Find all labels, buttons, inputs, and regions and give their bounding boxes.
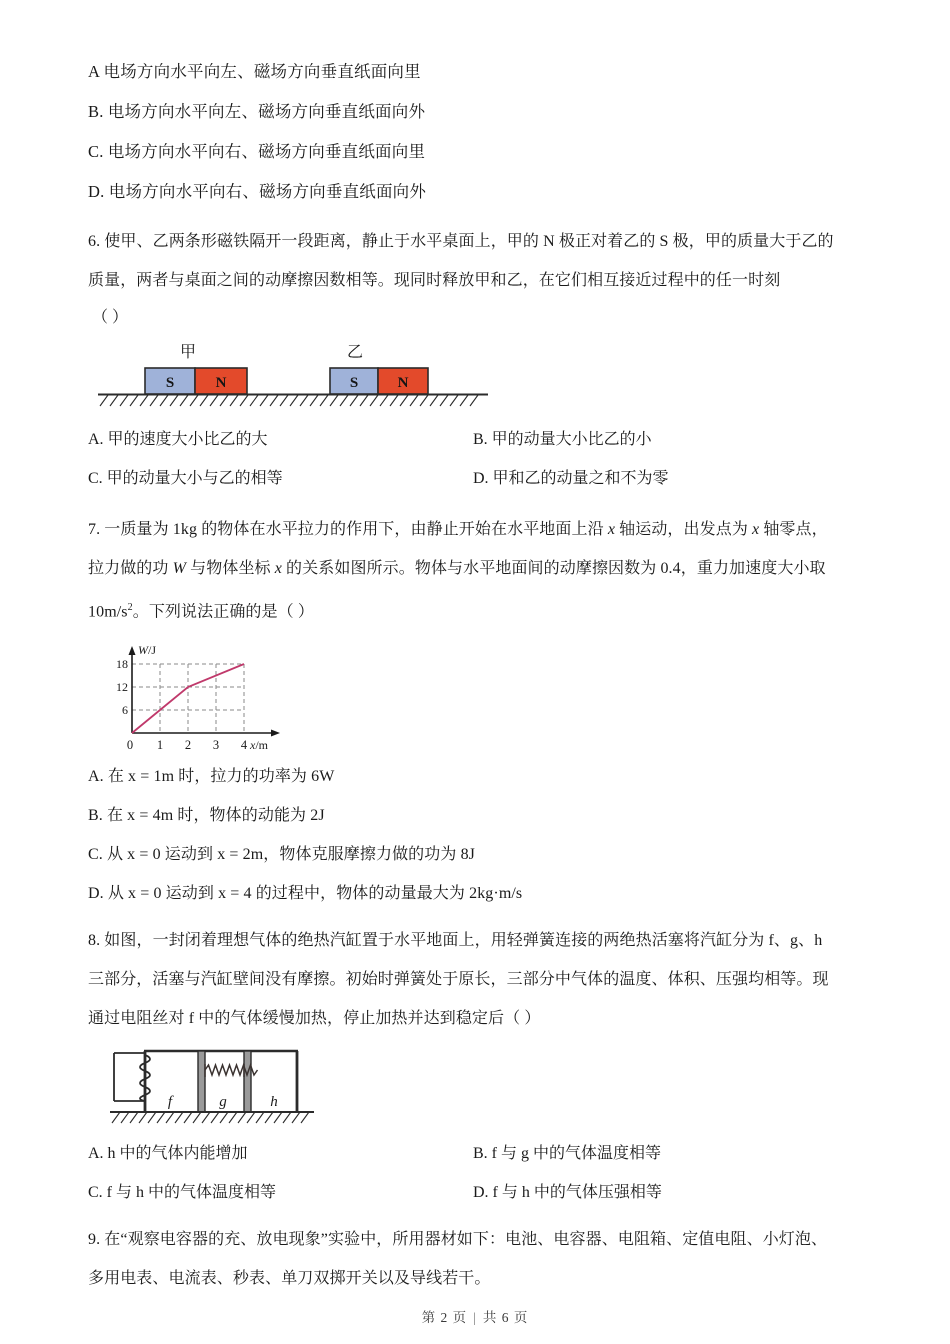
- q6-answer-blank: （ ）: [92, 309, 129, 326]
- q6-option-c: C. 甲的动量大小与乙的相等: [88, 470, 283, 487]
- work-position-chart-svg: [102, 641, 362, 753]
- q6-option-b: B. 甲的动量大小比乙的小: [473, 431, 652, 448]
- q7-figure-work-position-graph: [88, 641, 888, 753]
- q7-stem-1-c: 轴零点，: [759, 521, 828, 538]
- q7-stem-2-a: 拉力做的功: [88, 560, 173, 577]
- q6-stem-line-2: 质量，两者与桌面之间的动摩擦因数相等。现同时释放甲和乙，在它们相互接近过程中的任一时刻: [88, 272, 781, 289]
- q7-var-x-3: x: [274, 560, 282, 577]
- q8-options-row-2: [88, 1173, 888, 1212]
- magnet-yi-s-label: S: [349, 375, 359, 391]
- q5-option-c: C. 电场方向水平向右、磁场方向垂直纸面向里: [88, 142, 426, 161]
- q9-stem-line-1: 9. 在“观察电容器的充、放电现象”实验中，所用器材如下：电池、电容器、电阻箱、定值电阻、小灯泡、: [88, 1231, 828, 1249]
- chart-xtick-0: 0: [126, 738, 134, 753]
- q8-stem-line-2: 三部分，活塞与汽缸壁间没有摩擦。初始时弹簧处于原长，三部分中气体的温度、体积、压强均相等。现: [88, 971, 829, 989]
- chart-ytick-18: 18: [116, 657, 128, 672]
- cylinder-region-labels: [168, 1094, 278, 1110]
- magnet-yi-n-label: N: [397, 375, 409, 391]
- q7-stem-3-b: 。下列说法正确的是（ ）: [132, 603, 314, 621]
- chart-ytick-6: 6: [122, 703, 128, 718]
- magnet-label-jia: 甲: [179, 344, 197, 361]
- chart-y-tick-labels: [116, 657, 128, 717]
- q7-stem-1-a: 7. 一质量为 1kg 的物体在水平拉力的作用下，由静止开始在水平地面上沿: [88, 521, 608, 538]
- coil-leads: [114, 1053, 145, 1101]
- chart-x-tick-labels: [127, 738, 248, 752]
- magnets-diagram-svg: [90, 340, 510, 418]
- chart-xtick-1: 1: [156, 738, 164, 753]
- q7-gravity-value: 10m/s: [88, 603, 128, 621]
- q5-option-b: B. 电场方向水平向左、磁场方向垂直纸面向外: [88, 102, 426, 121]
- q7-option-b: B. 在 x = 4m 时，物体的动能为 2J: [88, 807, 325, 825]
- footer-separator: |: [473, 1310, 477, 1325]
- cylinder-label-g: g: [219, 1094, 227, 1111]
- q8-option-b: B. f 与 g 中的气体温度相等: [473, 1145, 662, 1163]
- q7-option-d: D. 从 x = 0 运动到 x = 4 的过程中，物体的动量最大为 2kg·m/s: [88, 885, 523, 903]
- footer-page-number: 第 2 页: [421, 1310, 468, 1325]
- q7-var-x-1: x: [607, 521, 616, 538]
- chart-xtick-4: 4: [240, 738, 248, 753]
- q6-option-d: D. 甲和乙的动量之和不为零: [473, 470, 669, 487]
- q8-stem-line-3: 通过电阻丝对 f 中的气体缓慢加热，停止加热并达到稳定后（ ）: [88, 1010, 541, 1028]
- q6-options-row-1: [88, 420, 888, 459]
- cylinder-label-f: f: [167, 1094, 173, 1111]
- q6-figure-bar-magnets: [88, 340, 888, 418]
- q6-stem-line-1: 6. 使甲、乙两条形磁铁隔开一段距离，静止于水平桌面上，甲的 N 极正对着乙的 S 极，甲的质量大于乙的: [88, 233, 834, 250]
- q8-option-a: A. h 中的气体内能增加: [88, 1145, 248, 1163]
- q7-stem-line-1: [88, 510, 888, 549]
- chart-xtick-3: 3: [212, 738, 220, 753]
- q7-var-x-2: x: [752, 521, 760, 538]
- chart-ytick-12: 12: [116, 680, 128, 695]
- q5-option-d: D. 电场方向水平向右、磁场方向垂直纸面向外: [88, 182, 427, 201]
- q8-option-d: D. f 与 h 中的气体压强相等: [473, 1184, 662, 1202]
- chart-xtick-2: 2: [184, 738, 192, 753]
- q7-stem-2-c: 的关系如图所示。物体与水平地面间的动摩擦因数为 0.4，重力加速度大小取: [281, 560, 826, 577]
- chart-ylabel: W/J: [138, 643, 157, 658]
- footer-total-pages: 共 6 页: [482, 1310, 529, 1325]
- cylinder-label-h: h: [270, 1094, 278, 1111]
- q7-option-a: A. 在 x = 1m 时，拉力的功率为 6W: [88, 768, 335, 786]
- cylinder-ground-surface: [110, 1112, 314, 1123]
- q6-option-a: A. 甲的速度大小比乙的大: [88, 431, 268, 448]
- q7-option-c: C. 从 x = 0 运动到 x = 2m，物体克服摩擦力做的功为 8J: [88, 846, 475, 864]
- q8-stem-line-1: 8. 如图，一封闭着理想气体的绝热汽缸置于水平地面上，用轻弹簧连接的两绝热活塞将汽缸分为 f、g、h: [88, 932, 823, 950]
- q6-options-row-2: [88, 459, 888, 498]
- q8-options-row-1: [88, 1134, 888, 1173]
- page-footer: [0, 1306, 950, 1326]
- q7-stem-1-b: 轴运动，出发点为: [615, 521, 753, 538]
- q7-gravity-exponent: 2: [127, 602, 133, 613]
- cylinder-diagram-svg: [92, 1046, 332, 1130]
- q8-figure-adiabatic-cylinder: [88, 1046, 888, 1130]
- q5-option-a: A 电场方向水平向左、磁场方向垂直纸面向里: [88, 62, 421, 81]
- chart-y-axis: [129, 646, 136, 733]
- q9-stem-line-2: 多用电表、电流表、秒表、单刀双掷开关以及导线若干。: [88, 1270, 491, 1288]
- chart-gridlines: [132, 664, 244, 733]
- magnet-jia-n-label: N: [215, 375, 227, 391]
- q7-var-W: W: [172, 560, 187, 577]
- q7-stem-line-2: [88, 549, 888, 588]
- magnet-jia: [145, 368, 247, 394]
- piston-left: [198, 1051, 205, 1112]
- q7-stem-2-b: 与物体坐标: [186, 560, 275, 577]
- chart-xlabel: x/m: [250, 738, 268, 753]
- q8-option-c: C. f 与 h 中的气体温度相等: [88, 1184, 277, 1202]
- ground-surface: [98, 395, 488, 407]
- q7-stem-line-3: [88, 588, 888, 631]
- piston-right: [244, 1051, 251, 1112]
- magnet-jia-s-label: S: [165, 375, 175, 391]
- chart-x-axis: [132, 730, 280, 737]
- magnet-label-yi: 乙: [346, 344, 364, 361]
- magnet-yi: [330, 368, 428, 394]
